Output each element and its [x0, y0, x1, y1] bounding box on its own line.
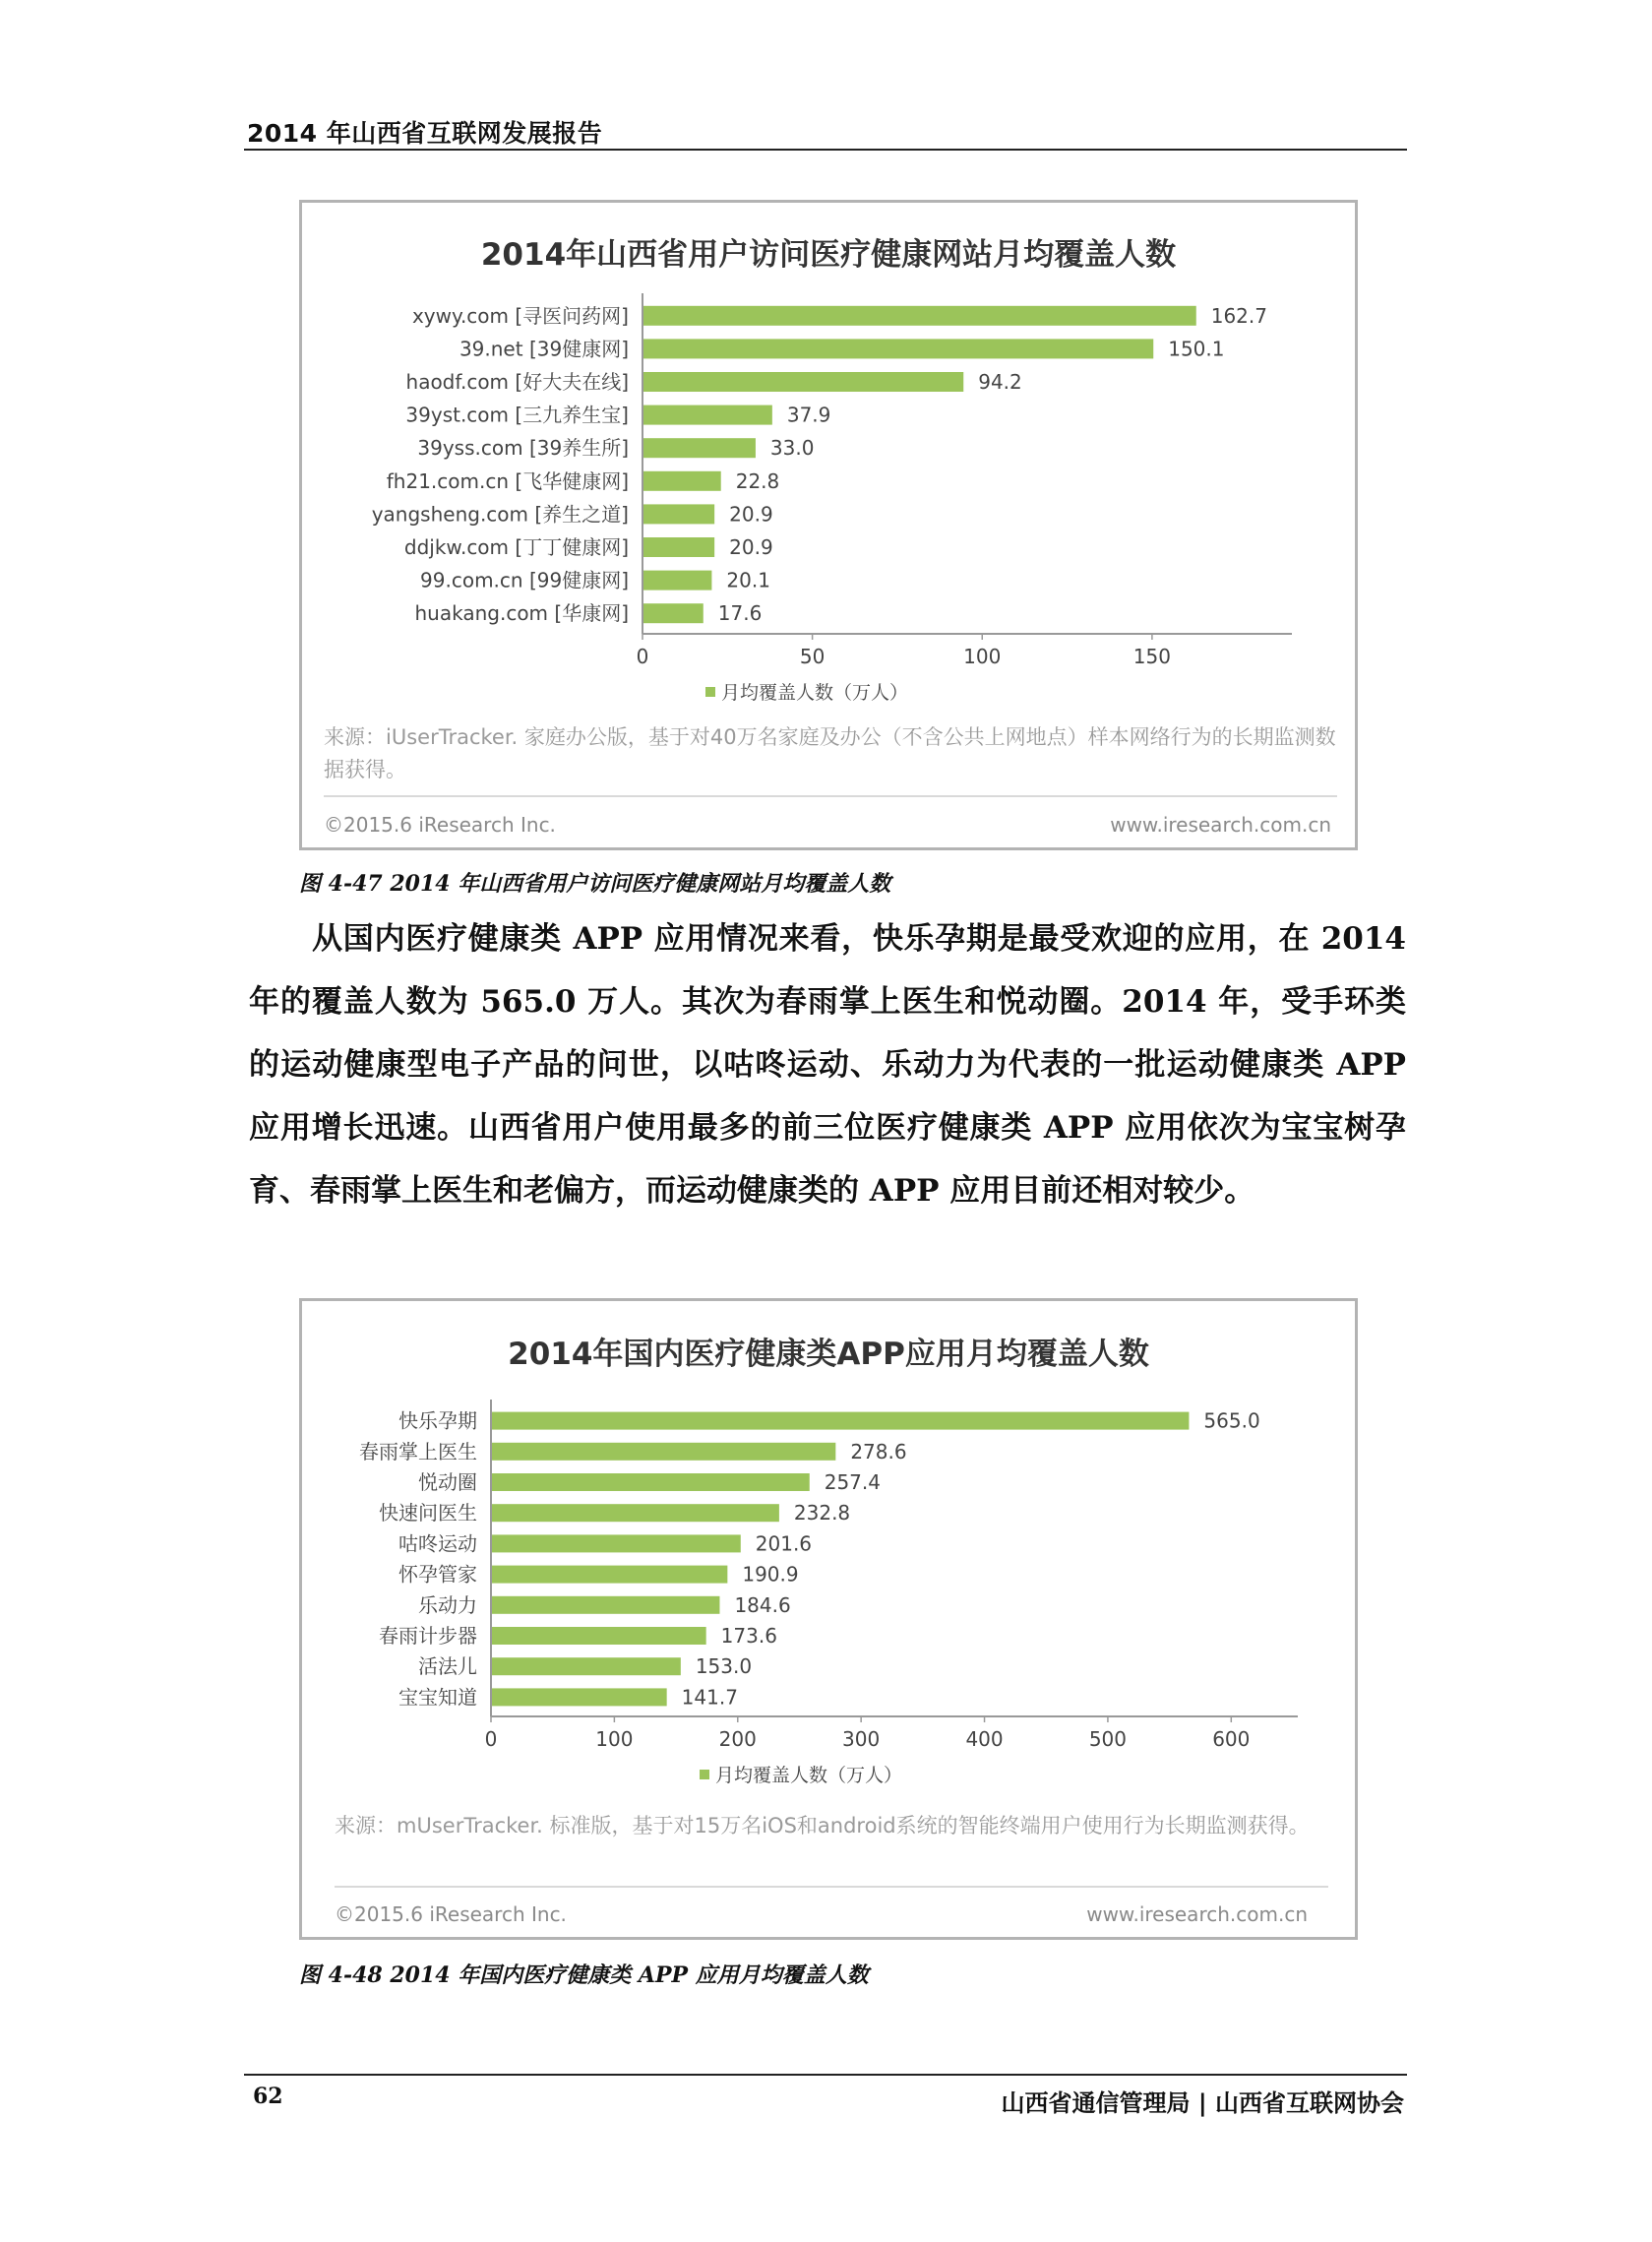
x-tick-label: 150	[1132, 645, 1171, 668]
chart-website: www.iresearch.com.cn	[1086, 1902, 1308, 1926]
bar	[492, 1596, 719, 1614]
bar	[492, 1566, 727, 1584]
chart-title: 2014年山西省用户访问医疗健康网站月均覆盖人数	[480, 237, 1177, 273]
chart-footer-rule	[335, 1886, 1328, 1888]
chart-copyright: ©2015.6 iResearch Inc.	[335, 1902, 567, 1926]
bar	[492, 1534, 741, 1552]
data-label: 153.0	[695, 1654, 753, 1679]
data-label: 162.7	[1210, 303, 1268, 328]
body-paragraph	[249, 907, 1406, 1222]
data-label: 37.9	[786, 403, 831, 427]
header-rule	[244, 149, 1407, 151]
category-label: 99.com.cn [99健康网]	[420, 568, 629, 592]
chart-website: www.iresearch.com.cn	[1110, 813, 1331, 837]
category-label: 39yss.com [39养生所]	[417, 436, 629, 461]
data-label: 141.7	[681, 1685, 738, 1710]
bar	[492, 1657, 681, 1675]
data-label: 20.1	[726, 568, 770, 592]
x-tick-label: 100	[595, 1727, 634, 1751]
chart-app-coverage	[299, 1298, 1358, 1940]
data-label: 33.0	[769, 436, 815, 461]
legend-swatch	[700, 1770, 709, 1779]
bar	[492, 1504, 779, 1522]
data-label: 20.9	[729, 502, 773, 527]
bar	[492, 1412, 1189, 1430]
x-tick-label: 600	[1212, 1727, 1251, 1751]
category-label: 怀孕管家	[398, 1562, 477, 1587]
x-tick-label: 100	[963, 645, 1002, 668]
bar	[492, 1443, 835, 1461]
bar	[643, 537, 714, 557]
chart-footer-rule	[324, 795, 1337, 797]
bar	[643, 438, 756, 458]
category-label: 悦动圈	[418, 1470, 477, 1494]
category-label: xywy.com [寻医问药网]	[411, 303, 629, 328]
chart-title: 2014年国内医疗健康类APP应用月均覆盖人数	[508, 1337, 1149, 1372]
x-tick-label: 50	[799, 645, 826, 668]
x-tick-label: 500	[1088, 1727, 1128, 1751]
category-label: 春雨掌上医生	[359, 1439, 477, 1464]
data-label: 201.6	[755, 1531, 813, 1556]
x-tick-label: 0	[484, 1727, 498, 1751]
chart-source-note: 来源：mUserTracker. 标准版，基于对15万名iOS和android系统的智能终端用户使用行为长期监测获得。	[335, 1814, 1310, 1837]
chart-source-note: 来源：iUserTracker. 家庭办公版，基于对40万名家庭及办公（不含公共上网地点）样本网络行为的长期监测数据获得。	[324, 725, 1336, 781]
legend-swatch	[705, 687, 715, 697]
data-label: 150.1	[1168, 337, 1225, 361]
category-label: huakang.com [华康网]	[414, 601, 629, 626]
report-header-title: 2014 年山西省互联网发展报告	[247, 119, 603, 148]
bar	[643, 571, 711, 591]
x-tick-label: 200	[718, 1727, 757, 1751]
data-label: 17.6	[717, 601, 763, 626]
legend-label: 月均覆盖人数（万人）	[721, 682, 909, 704]
data-label: 94.2	[978, 370, 1022, 394]
category-label: 春雨计步器	[379, 1624, 477, 1648]
category-label: haodf.com [好大夫在线]	[405, 370, 629, 394]
bar	[643, 603, 704, 623]
category-label: 快乐孕期	[398, 1408, 477, 1433]
data-label: 232.8	[793, 1501, 851, 1526]
category-label: fh21.com.cn [飞华健康网]	[386, 468, 629, 493]
data-label: 257.4	[824, 1470, 882, 1494]
data-label: 190.9	[742, 1562, 799, 1587]
data-label: 565.0	[1203, 1408, 1260, 1433]
category-label: yangsheng.com [养生之道]	[371, 502, 629, 527]
page-number: 62	[253, 2084, 283, 2109]
bar	[492, 1688, 667, 1706]
publisher: 山西省通信管理局 | 山西省互联网协会	[1001, 2089, 1404, 2117]
category-label: ddjkw.com [丁丁健康网]	[403, 535, 629, 559]
footer-rule	[244, 2074, 1407, 2076]
bar	[643, 405, 772, 425]
category-label: 咕咚运动	[398, 1531, 477, 1556]
category-label: 宝宝知道	[398, 1685, 477, 1710]
bar	[643, 306, 1196, 326]
paragraph-text: 从国内医疗健康类 APP 应用情况来看，快乐孕期是最受欢迎的应用，在 2014 年的覆盖人数为 565.0 万人。其次为春雨掌上医生和悦动圈。2014 年，受手环类的运动健康型电子产品的问世，以咕咚运动、乐动力为代表的一批运动健康类 APP 应用增长迅速。山西省用户使用最多的前三位医疗健康类 APP 应用依次为宝宝树孕育、春雨掌上医生和老偏方，而运动健康类的 APP 应用目前还相对较少。	[249, 921, 1406, 1209]
category-label: 39.net [39健康网]	[459, 337, 629, 361]
figure-caption: 图 4-48 2014 年国内医疗健康类 APP 应用月均覆盖人数	[299, 1962, 869, 1988]
bar	[643, 372, 963, 392]
category-label: 乐动力	[418, 1592, 477, 1617]
x-tick-label: 300	[842, 1727, 881, 1751]
legend-label: 月均覆盖人数（万人）	[715, 1765, 903, 1786]
x-tick-label: 400	[965, 1727, 1004, 1751]
bar	[643, 471, 721, 491]
category-label: 活法儿	[418, 1654, 477, 1679]
chart-website-coverage	[299, 200, 1358, 850]
figure-caption: 图 4-47 2014 年山西省用户访问医疗健康网站月均覆盖人数	[299, 871, 891, 897]
category-label: 快速问医生	[379, 1501, 477, 1526]
category-label: 39yst.com [三九养生宝]	[405, 403, 629, 427]
data-label: 173.6	[720, 1624, 777, 1648]
chart-copyright: ©2015.6 iResearch Inc.	[324, 813, 556, 837]
data-label: 22.8	[735, 468, 780, 493]
x-tick-label: 0	[636, 645, 649, 668]
data-label: 278.6	[850, 1439, 907, 1464]
data-label: 184.6	[734, 1592, 791, 1617]
bar	[643, 504, 714, 524]
bar	[492, 1473, 810, 1491]
bar	[643, 339, 1153, 358]
data-label: 20.9	[729, 535, 773, 559]
bar	[492, 1627, 706, 1645]
